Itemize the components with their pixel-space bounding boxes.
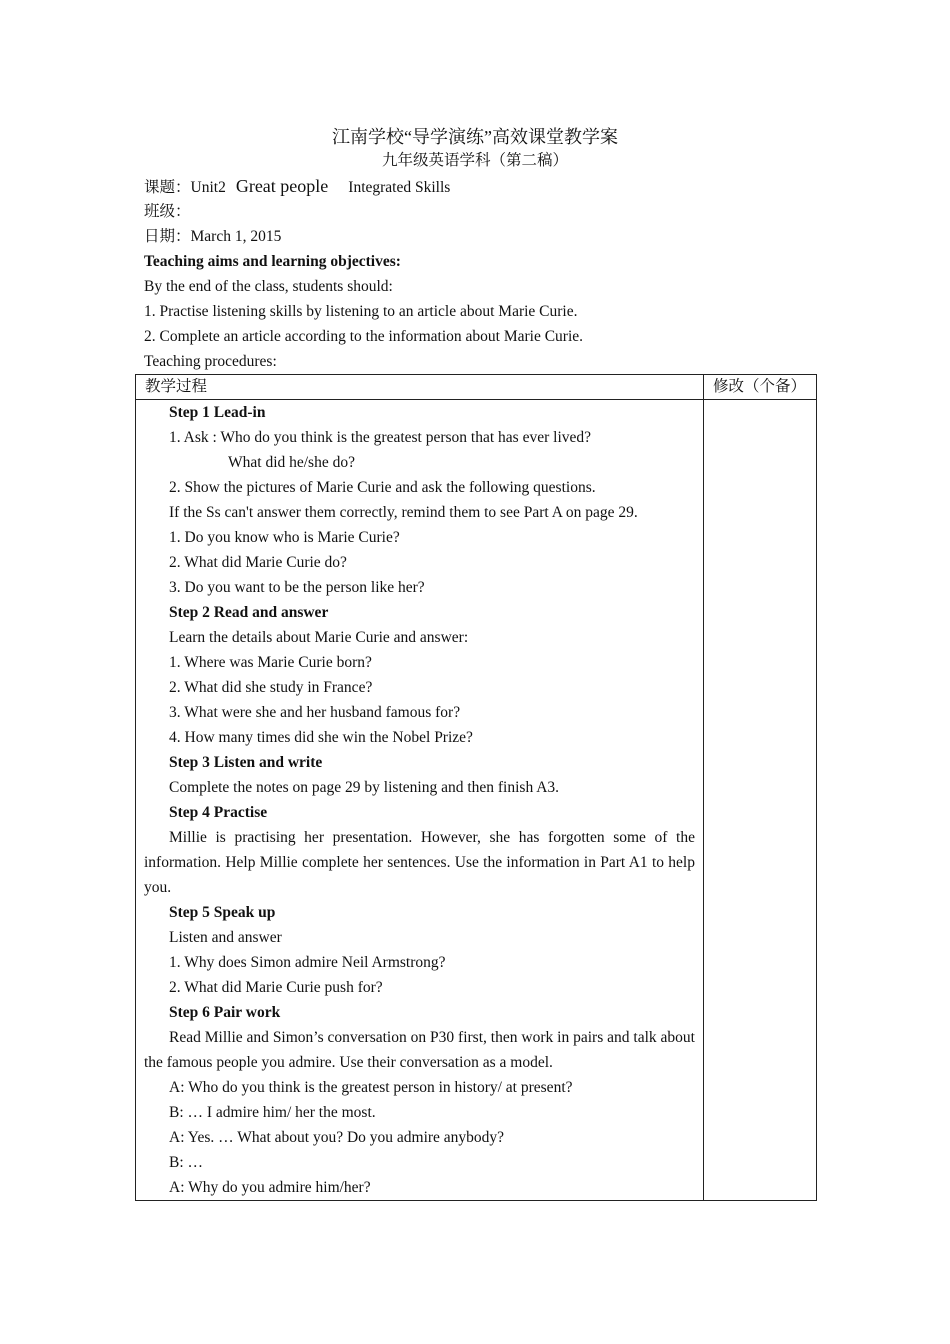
step5-heading: Step 5 Speak up	[169, 904, 276, 921]
step5-question: 1. Why does Simon admire Neil Armstrong?	[169, 954, 446, 971]
date-line	[144, 224, 834, 249]
topic-section: Integrated Skills	[348, 179, 451, 196]
table-body-row	[136, 400, 817, 1201]
lesson-meta	[144, 174, 834, 374]
step5-question: 2. What did Marie Curie push for?	[169, 979, 383, 996]
procedures-table	[135, 374, 817, 1201]
revision-cell	[704, 400, 817, 1201]
step6-heading: Step 6 Pair work	[169, 1004, 281, 1021]
step1-line: 2. Show the pictures of Marie Curie and ask the following questions.	[169, 479, 596, 496]
revision-column-header: 修改（个备）	[704, 375, 817, 400]
step2-intro: Learn the details about Marie Curie and answer:	[169, 629, 469, 646]
step1-question: 3. Do you want to be the person like her?	[169, 579, 425, 596]
step4-heading: Step 4 Practise	[169, 804, 268, 821]
step3-heading: Step 3 Listen and write	[169, 754, 323, 771]
aim-1: 1. Practise listening skills by listening to an article about Marie Curie.	[144, 303, 578, 320]
step6-text: Read Millie and Simon’s conversation on P30 first, then work in pairs and talk about the famous people you admire. Use their conversation as a model.	[144, 1029, 695, 1071]
step2-question: 3. What were she and her husband famous for?	[169, 704, 461, 721]
dialogue-line: A: Yes. … What about you? Do you admire anybody?	[169, 1129, 505, 1146]
dialogue-line: B: … I admire him/ her the most.	[169, 1104, 376, 1121]
document-title: 江南学校“导学演练”高效课堂教学案	[332, 127, 618, 147]
dialogue-line: A: Why do you admire him/her?	[169, 1179, 371, 1196]
dialogue-line: B: …	[169, 1154, 204, 1171]
date-label: 日期：	[144, 228, 191, 245]
class-label: 班级：	[144, 203, 191, 220]
process-column-header: 教学过程	[136, 375, 704, 400]
aims-intro: By the end of the class, students should:	[144, 278, 393, 295]
step3-text: Complete the notes on page 29 by listening and then finish A3.	[169, 779, 560, 796]
aims-heading: Teaching aims and learning objectives:	[144, 253, 401, 270]
topic-unit: Unit2	[190, 179, 226, 196]
step1-question: 2. What did Marie Curie do?	[169, 554, 347, 571]
document-subtitle: 九年级英语学科（第二稿）	[381, 152, 568, 169]
topic-line	[144, 174, 834, 199]
step4-text: Millie is practising her presentation. However, she has forgotten some of the information. Help Millie complete her sentences. Use the information in Part A1 to help you.	[144, 829, 695, 896]
step2-heading: Step 2 Read and answer	[169, 604, 329, 621]
topic-name: Great people	[235, 176, 329, 196]
step2-question: 4. How many times did she win the Nobel Prize?	[169, 729, 473, 746]
step1-question: 1. Do you know who is Marie Curie?	[169, 529, 400, 546]
step1-line: 1. Ask : Who do you think is the greatest person that has ever lived?	[169, 429, 592, 446]
aim-2: 2. Complete an article according to the information about Marie Curie.	[144, 328, 584, 345]
step2-question: 2. What did she study in France?	[169, 679, 373, 696]
step1-line: What did he/she do?	[228, 454, 355, 471]
process-cell	[136, 400, 704, 1201]
step1-line: If the Ss can't answer them correctly, remind them to see Part A on page 29.	[169, 504, 638, 521]
step1-heading: Step 1 Lead-in	[169, 404, 266, 421]
dialogue-line: A: Who do you think is the greatest person in history/ at present?	[169, 1079, 573, 1096]
step5-intro: Listen and answer	[169, 929, 282, 946]
procedures-label: Teaching procedures:	[144, 353, 277, 370]
date-value: March 1, 2015	[190, 228, 282, 245]
class-line	[144, 199, 834, 224]
table-header-row	[136, 375, 817, 400]
topic-label: 课题：	[144, 179, 191, 196]
step2-question: 1. Where was Marie Curie born?	[169, 654, 372, 671]
